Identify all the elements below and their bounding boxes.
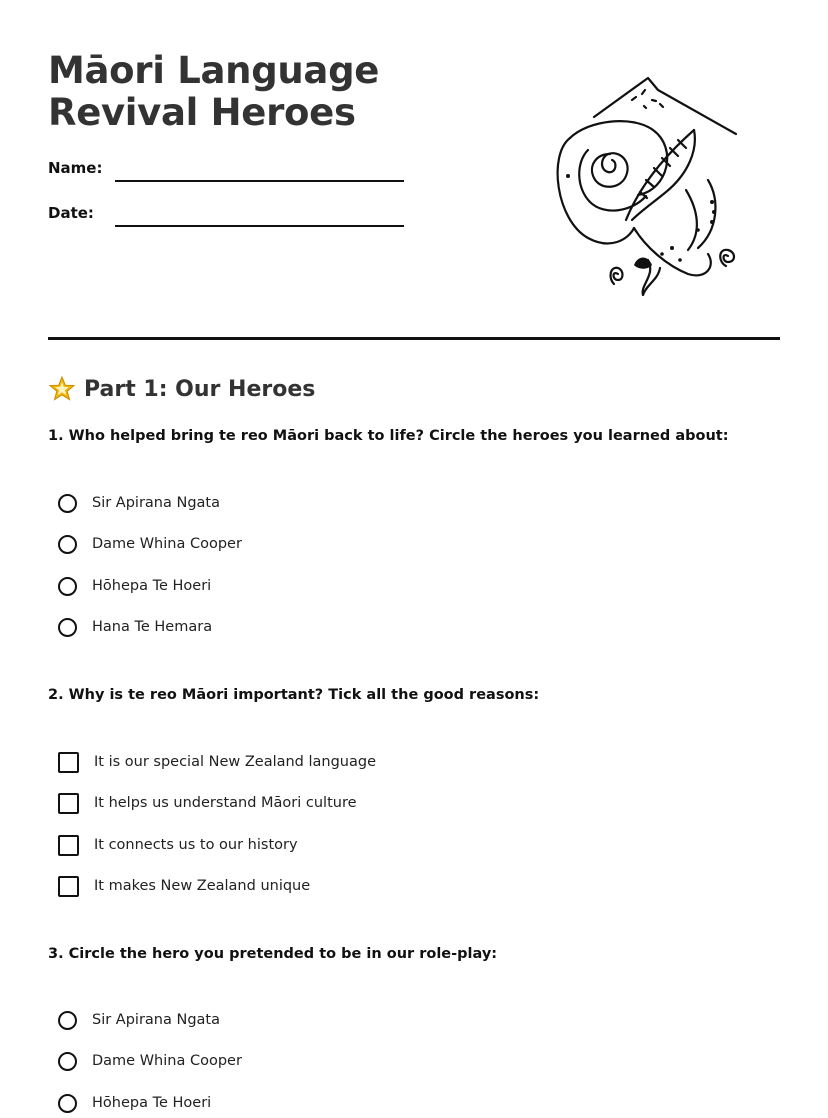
option-label: Sir Apirana Ngata (92, 1012, 220, 1028)
date-field[interactable] (115, 225, 404, 227)
part1-title: Part 1: Our Heroes (84, 376, 316, 402)
question-2: 2. Why is te reo Māori important? Tick all the good reasons: (48, 687, 540, 703)
radio-circle[interactable] (58, 1011, 77, 1030)
option-label: It helps us understand Māori culture (94, 795, 357, 811)
radio-circle[interactable] (58, 535, 77, 554)
option-label: Dame Whina Cooper (92, 1053, 242, 1069)
radio-circle[interactable] (58, 577, 77, 596)
option-label: It makes New Zealand unique (94, 878, 311, 894)
checkbox[interactable] (58, 752, 79, 773)
name-field[interactable] (115, 180, 404, 182)
maori-koru-mountain-icon (548, 70, 748, 300)
checkbox[interactable] (58, 793, 79, 814)
section-divider (48, 337, 780, 340)
option-label: Hana Te Hemara (92, 619, 213, 635)
q1-option[interactable] (58, 574, 211, 598)
page-title: Māori Language Revival Heroes (48, 49, 380, 134)
option-label: It is our special New Zealand language (94, 754, 376, 770)
option-label: Hōhepa Te Hoeri (92, 1095, 212, 1111)
name-label: Name: (48, 159, 103, 177)
q1-option[interactable] (58, 532, 242, 556)
q2-option[interactable] (58, 750, 376, 774)
question-3: 3. Circle the hero you pretended to be in our role-play: (48, 946, 498, 962)
question-1: 1. Who helped bring te reo Māori back to life? Circle the heroes you learned about: (48, 428, 729, 444)
q1-option[interactable] (58, 491, 220, 515)
radio-circle[interactable] (58, 494, 77, 513)
radio-circle[interactable] (58, 1052, 77, 1071)
q2-option[interactable] (58, 791, 357, 815)
option-label: It connects us to our history (94, 837, 298, 853)
part1-heading (48, 373, 315, 405)
option-label: Dame Whina Cooper (92, 536, 242, 552)
option-label: Sir Apirana Ngata (92, 495, 220, 511)
radio-circle[interactable] (58, 618, 77, 637)
q3-option[interactable] (58, 1008, 220, 1032)
option-label: Hōhepa Te Hoeri (92, 578, 212, 594)
star-icon (48, 375, 76, 403)
q3-option[interactable] (58, 1049, 242, 1073)
checkbox[interactable] (58, 876, 79, 897)
q3-option[interactable] (58, 1091, 211, 1115)
q2-option[interactable] (58, 874, 310, 898)
date-label: Date: (48, 204, 94, 222)
checkbox[interactable] (58, 835, 79, 856)
q2-option[interactable] (58, 833, 298, 857)
radio-circle[interactable] (58, 1094, 77, 1113)
q1-option[interactable] (58, 615, 212, 639)
